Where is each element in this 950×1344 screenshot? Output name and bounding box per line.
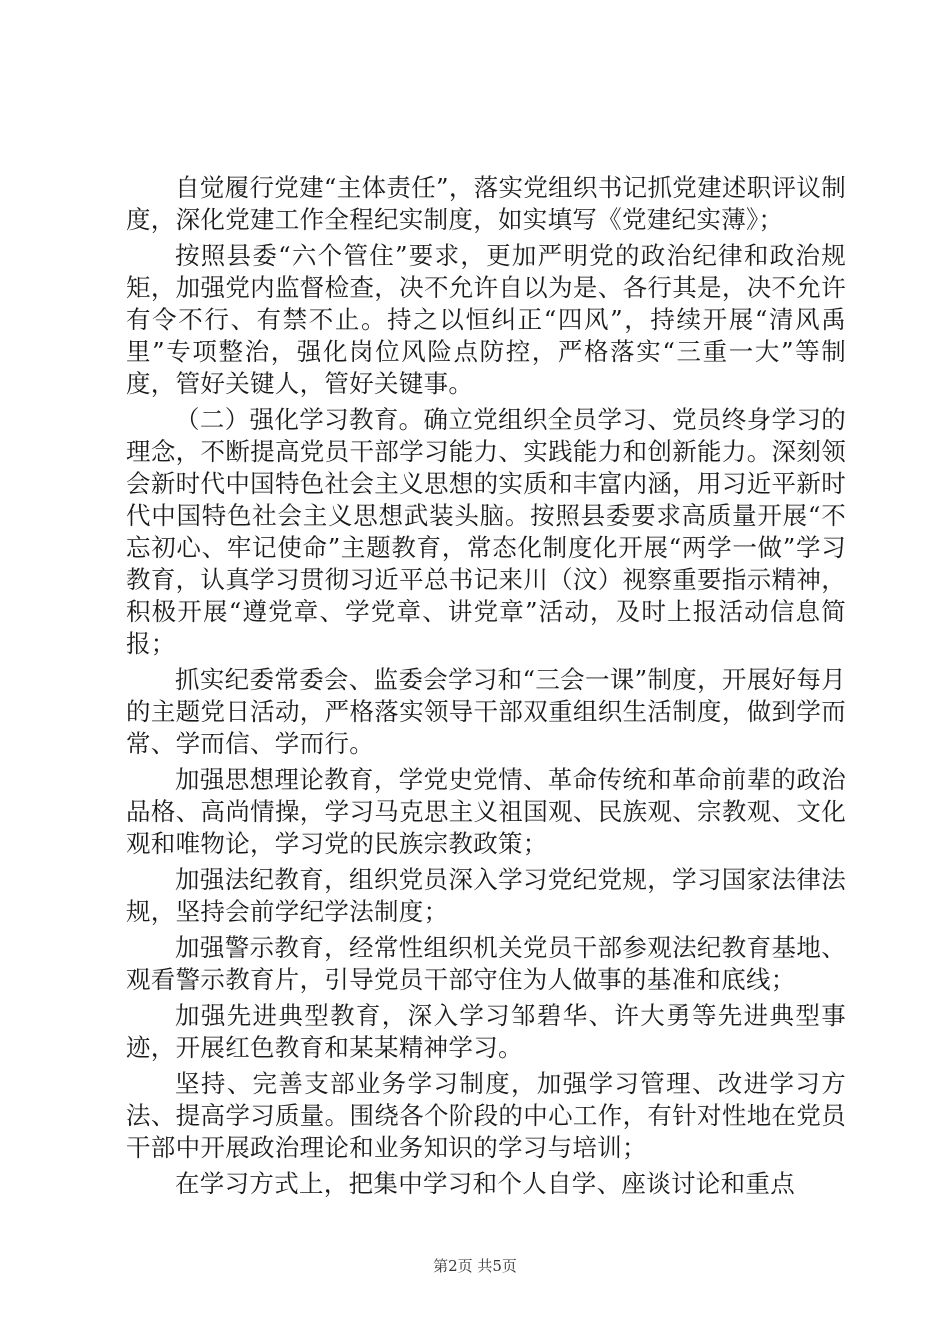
paragraph-1: 自觉履行党建“主体责任”，落实党组织书记抓党建述职评议制度，深化党建工作全程纪实制度，如实填写《党建纪实薄》； <box>126 173 846 234</box>
page-number-footer: 第2页 共5页 <box>433 1257 517 1275</box>
paragraph-10: 在学习方式上，把集中学习和个人自学、座谈讨论和重点 <box>175 1169 795 1198</box>
paragraph-7: 加强警示教育，经常性组织机关党员干部参观法纪教育基地、观看警示教育片，引导党员干部守住为人做事的基准和底线； <box>126 933 846 994</box>
paragraph-4: 抓实纪委常委会、监委会学习和“三会一课”制度，开展好每月的主题党日活动，严格落实领导干部双重组织生活制度，做到学而常、学而信、学而行。 <box>126 665 846 758</box>
paragraph-2: 按照县委“六个管住”要求，更加严明党的政治纪律和政治规矩，加强党内监督检查，决不允许自以为是、各行其是，决不允许有令不行、有禁不止。持之以恒纠正“四风”，持续开展“清风禹里”专项整治，强化岗位风险点防控，严格落实“三重一大”等制度，管好关键人，管好关键事。 <box>126 241 846 398</box>
paragraph-3: （二）强化学习教育。确立党组织全员学习、党员终身学习的理念，不断提高党员干部学习能力、实践能力和创新能力。深刻领会新时代中国特色社会主义思想的实质和丰富内涵，用习近平新时代中国特色社会主义思想武装头脑。按照县委要求高质量开展“不忘初心、牢记使命”主题教育，常态化制度化开展“两学一做”学习教育，认真学习贯彻习近平总书记来川（汶）视察重要指示精神，积极开展“遵党章、学党章、讲党章”活动，及时上报活动信息简报； <box>126 405 846 658</box>
paragraph-6: 加强法纪教育，组织党员深入学习党纪党规，学习国家法律法规，坚持会前学纪学法制度； <box>126 865 846 926</box>
document-body <box>126 172 846 1204</box>
paragraph-8: 加强先进典型教育，深入学习邹碧华、许大勇等先进典型事迹，开展红色教育和某某精神学习。 <box>126 1001 846 1062</box>
paragraph-9: 坚持、完善支部业务学习制度，加强学习管理、改进学习方法、提高学习质量。围绕各个阶段的中心工作，有针对性地在党员干部中开展政治理论和业务知识的学习与培训； <box>126 1069 846 1162</box>
paragraph-5: 加强思想理论教育，学党史党情、革命传统和革命前辈的政治品格、高尚情操，学习马克思主义祖国观、民族观、宗教观、文化观和唯物论，学习党的民族宗教政策； <box>126 765 846 858</box>
